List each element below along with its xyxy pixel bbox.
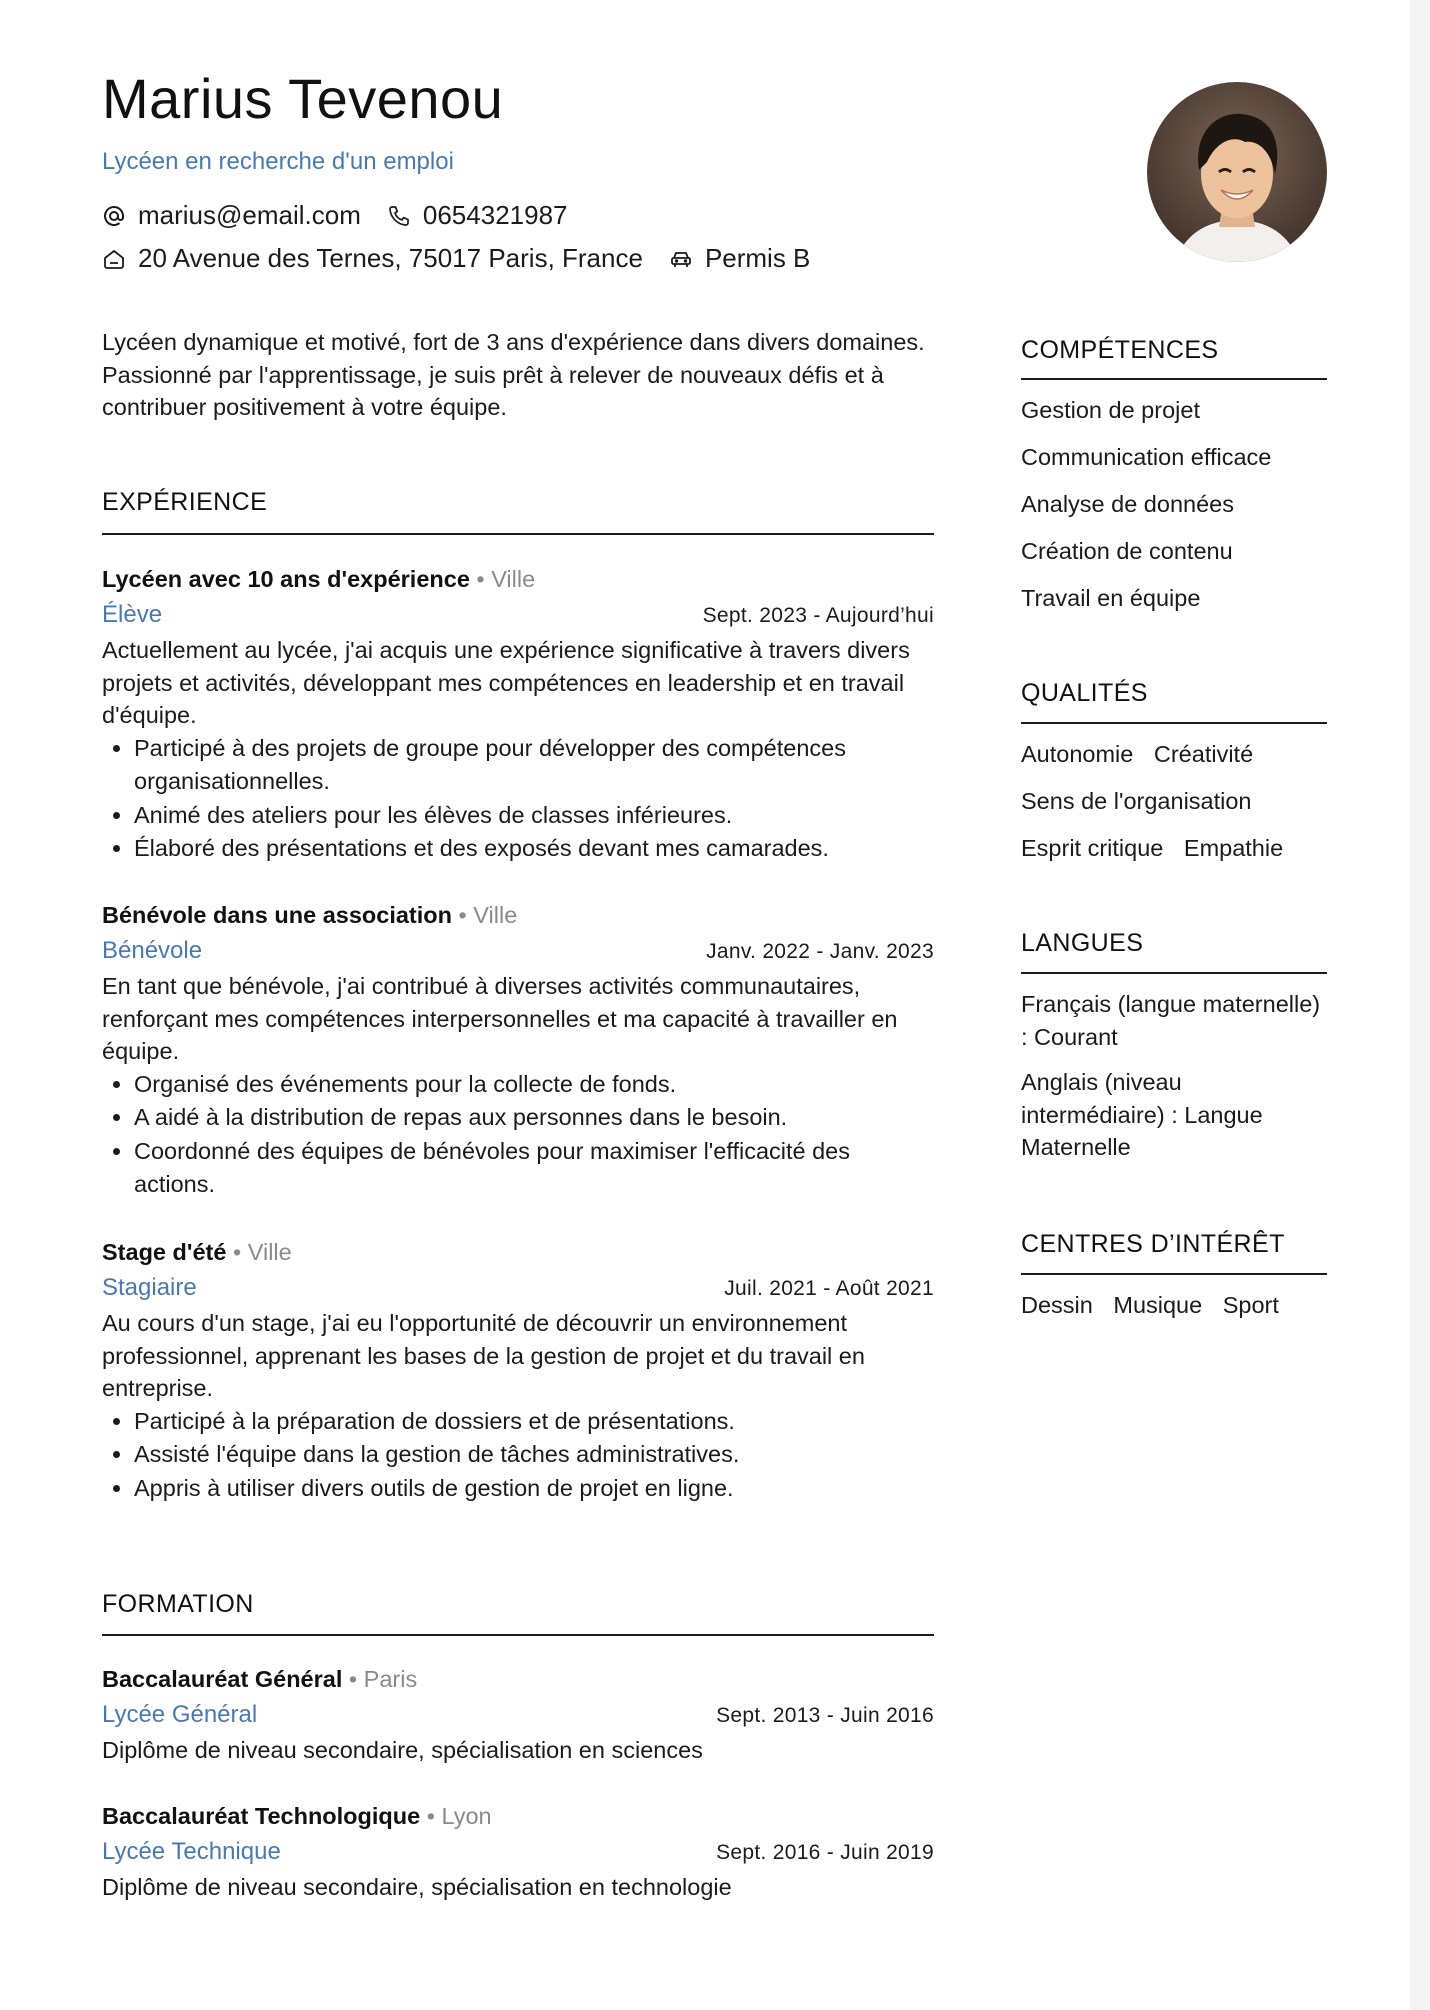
entry-organization: Baccalauréat Général xyxy=(102,1666,343,1692)
entry-description: Actuellement au lycée, j'ai acquis une expérience significative à travers divers projets et activités, développant mes compétences en leadership et en travail d'équipe. xyxy=(102,637,910,728)
list-item: Création de contenu xyxy=(1021,538,1233,564)
education-entry xyxy=(102,1801,934,1904)
list-item: • A aidé à la distribution de repas aux personnes dans le besoin. xyxy=(134,1101,934,1135)
list-item: Communication efficace xyxy=(1021,444,1272,470)
entry-organization: Stage d'été xyxy=(102,1239,227,1265)
entry-separator: • xyxy=(476,566,485,592)
contact-license-text: Permis B xyxy=(704,243,811,273)
entry-dates: Sept. 2013 - Juin 2016 xyxy=(716,1704,934,1727)
entry-heading xyxy=(102,1664,934,1696)
contact-address xyxy=(102,243,643,274)
qualities-row xyxy=(1021,738,1267,770)
entry-role: Stagiaire xyxy=(102,1274,197,1301)
entry-heading xyxy=(102,1801,934,1833)
entry-role: Lycée Général xyxy=(102,1701,258,1728)
list-item: • Appris à utiliser divers outils de gestion de projet en ligne. xyxy=(134,1472,934,1506)
entry-description: En tant que bénévole, j'ai contribué à diverses activités communautaires, renforçant mes compétences interpersonnelles et ma capacité à travailler en équipe. xyxy=(102,973,898,1064)
entry-bullets xyxy=(102,1405,934,1506)
entry-dates: Sept. 2023 - Aujourd’hui xyxy=(702,604,934,627)
education-title: FORMATION xyxy=(102,1590,254,1618)
car-icon xyxy=(669,247,693,271)
qualities-row xyxy=(1021,832,1297,864)
entry-subheading xyxy=(102,596,934,634)
at-icon xyxy=(102,204,126,228)
quality-item: Sens de l'organisation xyxy=(1021,788,1252,814)
list-item: • Animé des ateliers pour les élèves de classes inférieures. xyxy=(134,799,934,833)
list-item: • Assisté l'équipe dans la gestion de tâches administratives. xyxy=(134,1438,934,1472)
list-item: Gestion de projet xyxy=(1021,397,1200,423)
contact-email[interactable] xyxy=(102,200,361,231)
entry-heading xyxy=(102,900,934,932)
contact-row-2 xyxy=(102,243,836,274)
entry-location: Ville xyxy=(247,1239,292,1265)
skills-rule xyxy=(1021,378,1327,380)
entry-subheading xyxy=(102,1269,934,1307)
entry-role: Bénévole xyxy=(102,937,203,964)
entry-bullets xyxy=(102,732,934,866)
entry-organization: Bénévole dans une association xyxy=(102,902,452,928)
list-item: Travail en équipe xyxy=(1021,585,1201,611)
entry-heading xyxy=(102,1237,934,1269)
entry-bullets xyxy=(102,1068,934,1202)
languages-rule xyxy=(1021,972,1327,974)
list-item: • Participé à des projets de groupe pour développer des compétences organisationnelles. xyxy=(134,732,934,799)
skills-list xyxy=(1021,394,1331,629)
entry-dates: Janv. 2022 - Janv. 2023 xyxy=(706,940,934,963)
entry-location: Ville xyxy=(491,566,536,592)
profile-summary: Lycéen dynamique et motivé, fort de 3 ans d'expérience dans divers domaines. Passionné par l'apprentissage, je suis prêt à relever de nouveaux défis et à contribuer positivement à votre équipe. xyxy=(102,329,925,420)
contact-phone-text: 0654321987 xyxy=(422,200,568,230)
experience-entry xyxy=(102,900,934,1202)
contact-row-1 xyxy=(102,200,594,231)
contact-license xyxy=(669,243,810,274)
languages-list xyxy=(1021,988,1331,1177)
entry-description: Diplôme de niveau secondaire, spécialisation en technologie xyxy=(102,1874,732,1900)
candidate-name: Marius Tevenou xyxy=(102,67,504,130)
entry-location: Ville xyxy=(473,902,518,928)
list-item: • Participé à la préparation de dossiers et de présentations. xyxy=(134,1405,934,1439)
contact-email-text: marius@email.com xyxy=(138,200,361,230)
entry-dates: Sept. 2016 - Juin 2019 xyxy=(716,1841,934,1864)
entry-role: Lycée Technique xyxy=(102,1838,281,1865)
candidate-headline: Lycéen en recherche d'un emploi xyxy=(102,148,454,175)
entry-description: Diplôme de niveau secondaire, spécialisation en sciences xyxy=(102,1737,703,1763)
entry-separator: • xyxy=(232,1239,242,1265)
quality-item: Empathie xyxy=(1183,835,1284,861)
entry-location: Paris xyxy=(363,1666,418,1692)
entry-description: Au cours d'un stage, j'ai eu l'opportunité de découvrir un environnement professionnel, apprenant les bases de la gestion de projet et du travail en entreprise. xyxy=(102,1310,865,1401)
entry-organization: Baccalauréat Technologique xyxy=(102,1803,421,1829)
entry-subheading xyxy=(102,1696,934,1734)
interests-row xyxy=(1021,1289,1293,1321)
experience-entry xyxy=(102,1237,934,1505)
list-item: • Coordonné des équipes de bénévoles pour maximiser l'efficacité des actions. xyxy=(134,1135,934,1202)
education-entry xyxy=(102,1664,934,1767)
entry-dates: Juil. 2021 - Août 2021 xyxy=(724,1277,934,1300)
list-item: Français (langue maternelle) : Courant xyxy=(1021,991,1321,1050)
list-item: • Organisé des événements pour la collecte de fonds. xyxy=(134,1068,934,1102)
entry-location: Lyon xyxy=(441,1803,492,1829)
interest-item: Musique xyxy=(1113,1292,1203,1318)
languages-title: LANGUES xyxy=(1021,929,1144,957)
list-item: Analyse de données xyxy=(1021,491,1234,517)
profile-photo xyxy=(1147,82,1327,262)
list-item: • Élaboré des présentations et des exposés devant mes camarades. xyxy=(134,832,934,866)
entry-organization: Lycéen avec 10 ans d'expérience xyxy=(102,566,470,592)
entry-role: Élève xyxy=(102,601,163,628)
qualities-title: QUALITÉS xyxy=(1021,679,1148,707)
education-rule xyxy=(102,1634,934,1636)
phone-icon xyxy=(387,204,411,228)
entry-subheading xyxy=(102,1833,934,1871)
home-icon xyxy=(102,247,126,271)
interests-title: CENTRES D’INTÉRÊT xyxy=(1021,1230,1285,1258)
experience-rule xyxy=(102,533,934,535)
interest-item: Sport xyxy=(1222,1292,1279,1318)
qualities-rule xyxy=(1021,722,1327,724)
qualities-row xyxy=(1021,785,1266,817)
entry-separator: • xyxy=(426,1803,435,1829)
experience-entry xyxy=(102,564,934,866)
interests-rule xyxy=(1021,1273,1327,1275)
list-item: Anglais (niveau intermédiaire) : Langue Maternelle xyxy=(1021,1069,1263,1160)
skills-title: COMPÉTENCES xyxy=(1021,336,1219,364)
entry-separator: • xyxy=(348,1666,358,1692)
quality-item: Autonomie xyxy=(1021,741,1134,767)
quality-item: Créativité xyxy=(1153,741,1254,767)
experience-title: EXPÉRIENCE xyxy=(102,488,268,516)
interest-item: Dessin xyxy=(1021,1292,1093,1318)
contact-phone[interactable] xyxy=(387,200,568,231)
contact-address-text: 20 Avenue des Ternes, 75017 Paris, France xyxy=(138,243,643,273)
entry-heading xyxy=(102,564,934,596)
entry-separator: • xyxy=(458,902,467,928)
quality-item: Esprit critique xyxy=(1021,835,1164,861)
entry-subheading xyxy=(102,932,934,970)
